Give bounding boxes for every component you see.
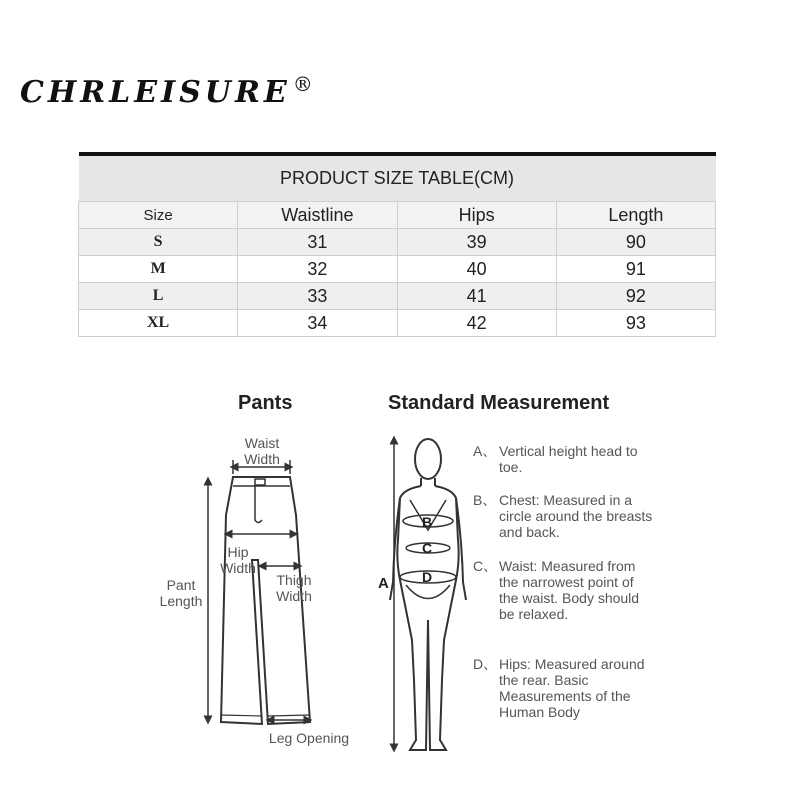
hip-width-label: Hip Width bbox=[220, 544, 256, 576]
measurement-text: Hips: Measured around the rear. Basic Measurements of the Human Body bbox=[499, 656, 645, 720]
length-cell: 92 bbox=[556, 283, 715, 310]
hips-cell: 42 bbox=[397, 310, 556, 337]
head bbox=[415, 439, 441, 479]
length-cell: 93 bbox=[556, 310, 715, 337]
fly-seam bbox=[255, 486, 262, 523]
figure-label-c: C bbox=[422, 540, 433, 556]
measurement-key: B、 bbox=[473, 492, 497, 508]
measurement-text: Vertical height head to toe. bbox=[499, 443, 638, 475]
hips-cell: 41 bbox=[397, 283, 556, 310]
brand-name: CHRLEISURE bbox=[20, 75, 291, 110]
length-cell: 90 bbox=[556, 229, 715, 256]
measurement-text: Waist: Measured from the narrowest point of the waist. Body should be relaxed. bbox=[499, 558, 640, 622]
figure-label-a: A bbox=[378, 575, 389, 592]
measurement-key: C、 bbox=[473, 558, 498, 574]
thigh-width-label: Thigh Width bbox=[276, 572, 312, 604]
hip-lines bbox=[406, 585, 450, 599]
waistline-cell: 32 bbox=[238, 256, 397, 283]
standard-measurement-title: Standard Measurement bbox=[388, 392, 610, 414]
measurement-text: Chest: Measured in a circle around the breasts and back. bbox=[499, 492, 653, 540]
figure-label-b: B bbox=[422, 514, 433, 530]
leg-opening-label: Leg Opening bbox=[268, 730, 350, 746]
hem-left bbox=[221, 715, 262, 716]
body-figure bbox=[390, 439, 466, 750]
left-arm bbox=[390, 498, 400, 600]
hem-right bbox=[268, 715, 310, 716]
measurement-item-c bbox=[473, 558, 653, 622]
column-header-length: Length bbox=[556, 202, 715, 229]
size-cell: XL bbox=[79, 310, 238, 337]
column-header-hips: Hips bbox=[397, 202, 556, 229]
size-cell: M bbox=[79, 256, 238, 283]
waistline-cell: 34 bbox=[238, 310, 397, 337]
hips-cell: 40 bbox=[397, 256, 556, 283]
waist-width-label: Waist Width bbox=[244, 435, 280, 467]
pants-title: Pants bbox=[238, 392, 293, 414]
measurement-item-a bbox=[473, 443, 653, 475]
waistline-cell: 33 bbox=[238, 283, 397, 310]
hips-cell: 39 bbox=[397, 229, 556, 256]
measurement-item-d bbox=[473, 656, 653, 720]
registered-mark: ® bbox=[292, 72, 317, 96]
measurement-key: D、 bbox=[473, 656, 498, 672]
table-title: PRODUCT SIZE TABLE(CM) bbox=[79, 154, 716, 202]
waistline-cell: 31 bbox=[238, 229, 397, 256]
size-cell: L bbox=[79, 283, 238, 310]
column-header-size: Size bbox=[79, 202, 238, 229]
figure-label-d: D bbox=[422, 569, 433, 585]
pant-length-label: Pant Length bbox=[159, 577, 203, 609]
length-cell: 91 bbox=[556, 256, 715, 283]
right-arm bbox=[456, 498, 466, 600]
button-tab bbox=[255, 479, 265, 485]
measurement-item-b bbox=[473, 492, 653, 540]
measurement-key: A、 bbox=[473, 443, 497, 459]
column-header-waistline: Waistline bbox=[238, 202, 397, 229]
size-cell: S bbox=[79, 229, 238, 256]
